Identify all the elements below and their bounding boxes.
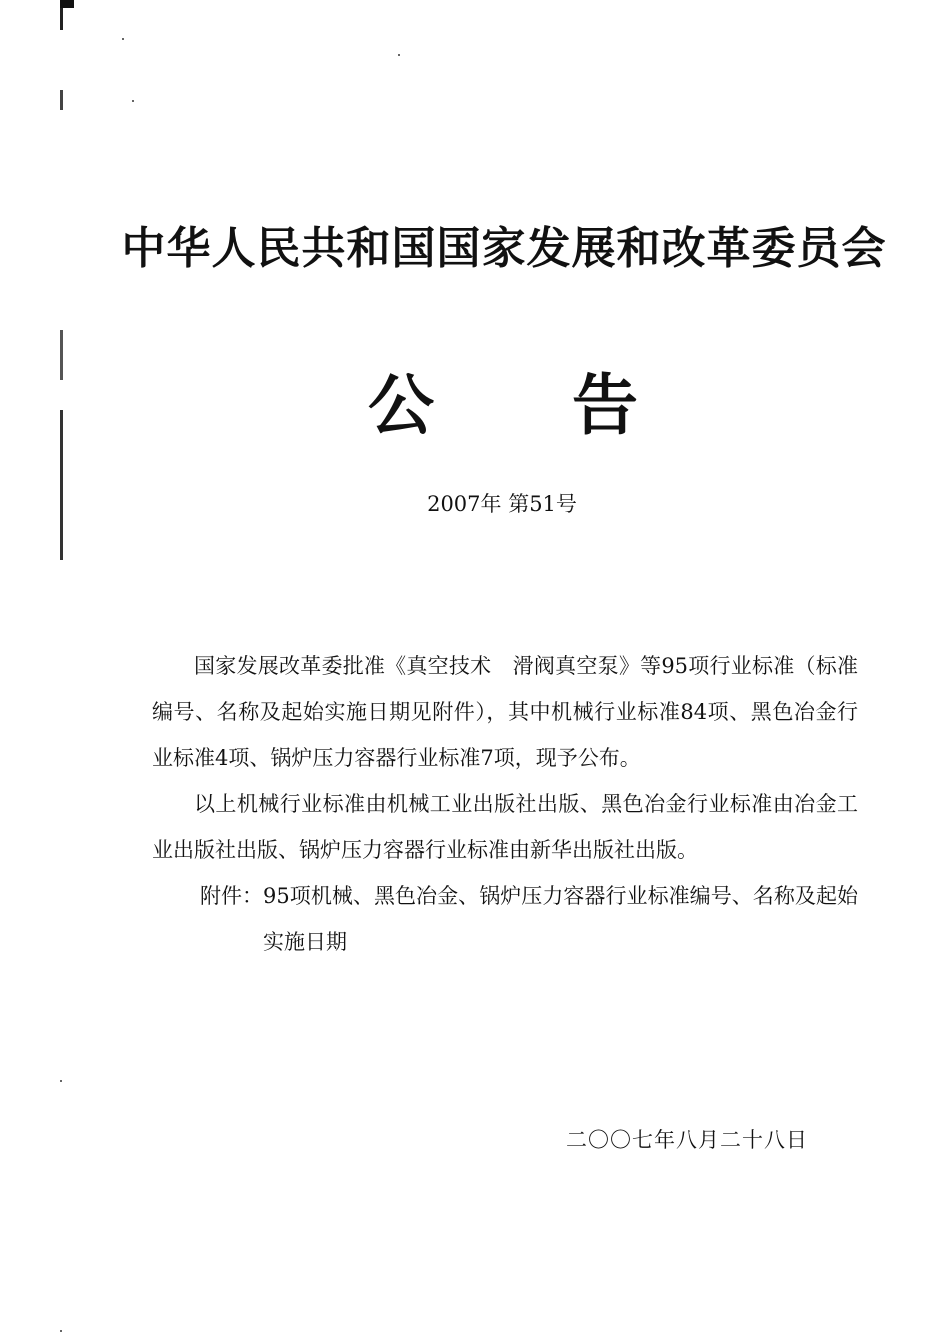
- announcement-body: [152, 643, 858, 965]
- organization-title: 中华人民共和国国家发展和改革委员会: [121, 223, 887, 274]
- attachment-line: [152, 873, 858, 965]
- scan-speck: [398, 54, 400, 56]
- body-paragraph: 以上机械行业标准由机械工业出版社出版、黑色冶金行业标准由冶金工业出版社出版、锅炉压力容器行业标准由新华出版社出版。: [152, 792, 858, 862]
- scan-speck: [60, 1330, 62, 1332]
- scan-edge-artifact: [60, 0, 63, 560]
- scan-corner-artifact: [60, 0, 74, 8]
- document-number: 2007年 第51号: [427, 492, 577, 516]
- scan-speck: [122, 38, 124, 40]
- document-type-heading: [368, 352, 638, 447]
- signature-date: 二〇〇七年八月二十八日: [566, 1128, 808, 1152]
- body-paragraph: 国家发展改革委批准《真空技术 滑阀真空泵》等95项行业标准（标准编号、名称及起始实施日期见附件），其中机械行业标准84项、黑色冶金行业标准4项、锅炉压力容器行业标准7项，现予公布。: [152, 654, 858, 770]
- doc-type-char: 公: [368, 367, 434, 444]
- scan-speck: [60, 1080, 62, 1082]
- attachment-label: 附件：: [200, 884, 263, 908]
- doc-type-char: 告: [572, 367, 638, 444]
- scan-speck: [132, 100, 134, 102]
- attachment-text: 95项机械、黑色冶金、锅炉压力容器行业标准编号、名称及起始实施日期: [263, 884, 858, 954]
